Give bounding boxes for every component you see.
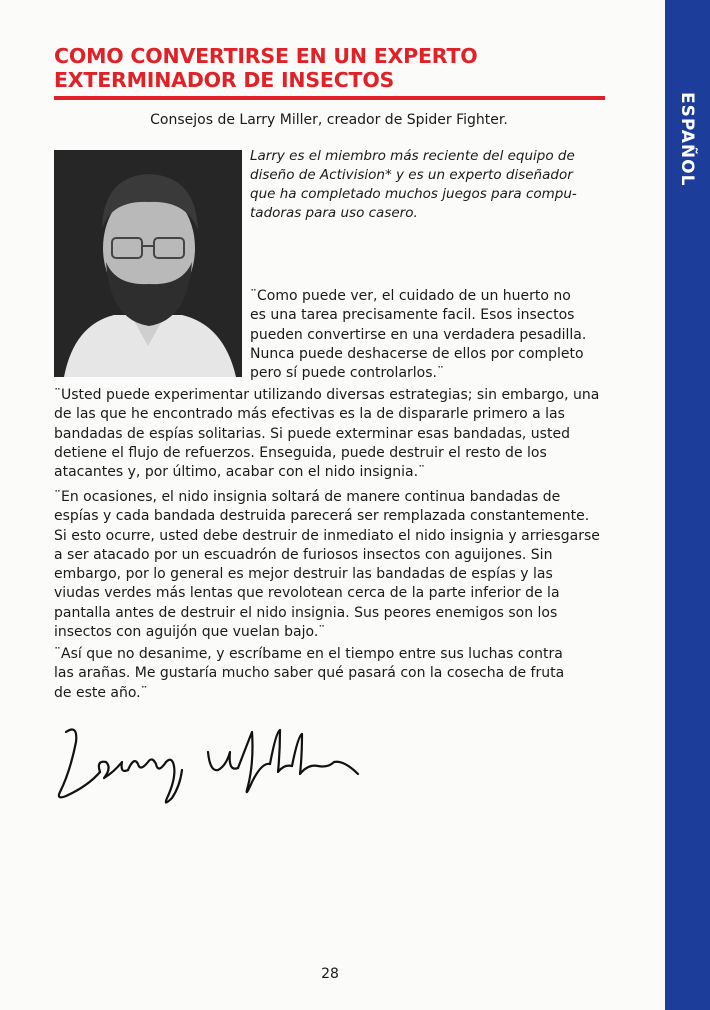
intro-line: diseño de Activision* y es un experto diseñador (250, 167, 573, 183)
text-line: a ser atacado por un escuadrón de furiosos insectos con aguijones. Sin (54, 546, 553, 563)
page-number: 28 (321, 966, 339, 982)
text-line: pero sí puede controlarlos.¨ (250, 365, 444, 382)
page-title (54, 44, 614, 92)
text-line: ¨En ocasiones, el nido insignia soltará de manere continua bandadas de (54, 489, 561, 505)
text-line: espías y cada bandada destruida parecerá ser remplazada constantemente. (54, 508, 590, 525)
title-rule (54, 96, 605, 100)
text-line: pueden convertirse en una verdadera pesadilla. (250, 326, 587, 343)
text-line: atacantes y, por último, acabar con el nido insignia.¨ (54, 464, 426, 481)
text-line: las arañas. Me gustaría mucho saber qué pasará con la cosecha de fruta (54, 665, 565, 682)
intro-text (250, 147, 605, 223)
quote-paragraph-4 (54, 645, 614, 703)
language-tab-label: ESPAÑOL (677, 92, 697, 187)
text-line: ¨Usted puede experimentar utilizando diversas estrategias; sin embargo, una (54, 387, 600, 403)
text-line: viudas verdes más lentas que revolotean cerca de la parte inferior de la (54, 585, 560, 602)
intro-line: Larry es el miembro más reciente del equipo de (250, 148, 575, 164)
title-line: COMO CONVERTIRSE EN UN EXPERTO (54, 44, 478, 68)
text-line: ¨Como puede ver, el cuidado de un huerto no (250, 288, 571, 304)
text-line: insectos con aguijón que vuelan bajo.¨ (54, 624, 326, 641)
quote-paragraph-1 (250, 287, 605, 383)
portrait-photo-icon (54, 150, 242, 377)
text-line: bandadas de espías solitarias. Si puede exterminar esas bandadas, usted (54, 425, 570, 442)
quote-paragraph-3 (54, 488, 614, 642)
quote-paragraph-2 (54, 386, 614, 482)
subtitle: Consejos de Larry Miller, creador de Spider Fighter. (150, 112, 508, 128)
text-line: embargo, por lo general es mejor destruir las bandadas de espías y las (54, 566, 553, 583)
intro-line: que ha completado muchos juegos para compu- (250, 186, 577, 202)
intro-line: tadoras para uso casero. (250, 205, 418, 221)
text-line: de este año.¨ (54, 684, 148, 701)
text-line: pantalla antes de destruir el nido insignia. Sus peores enemigos son los (54, 604, 558, 621)
title-line: EXTERMINADOR DE INSECTOS (54, 68, 395, 92)
text-line: de las que he encontrado más efectivas es la de dispararle primero a las (54, 406, 565, 423)
handwritten-signature (48, 712, 368, 812)
text-line: es una tarea precisamente facil. Esos insectos (250, 307, 575, 324)
text-line: Nunca puede deshacerse de ellos por completo (250, 345, 584, 362)
text-line: Si esto ocurre, usted debe destruir de inmediato el nido insignia y arriesgarse (54, 527, 600, 544)
text-line: ¨Así que no desanime, y escríbame en el tiempo entre sus luchas contra (54, 646, 563, 662)
text-line: detiene el flujo de refuerzos. Enseguida, puede destruir el resto de los (54, 444, 547, 461)
